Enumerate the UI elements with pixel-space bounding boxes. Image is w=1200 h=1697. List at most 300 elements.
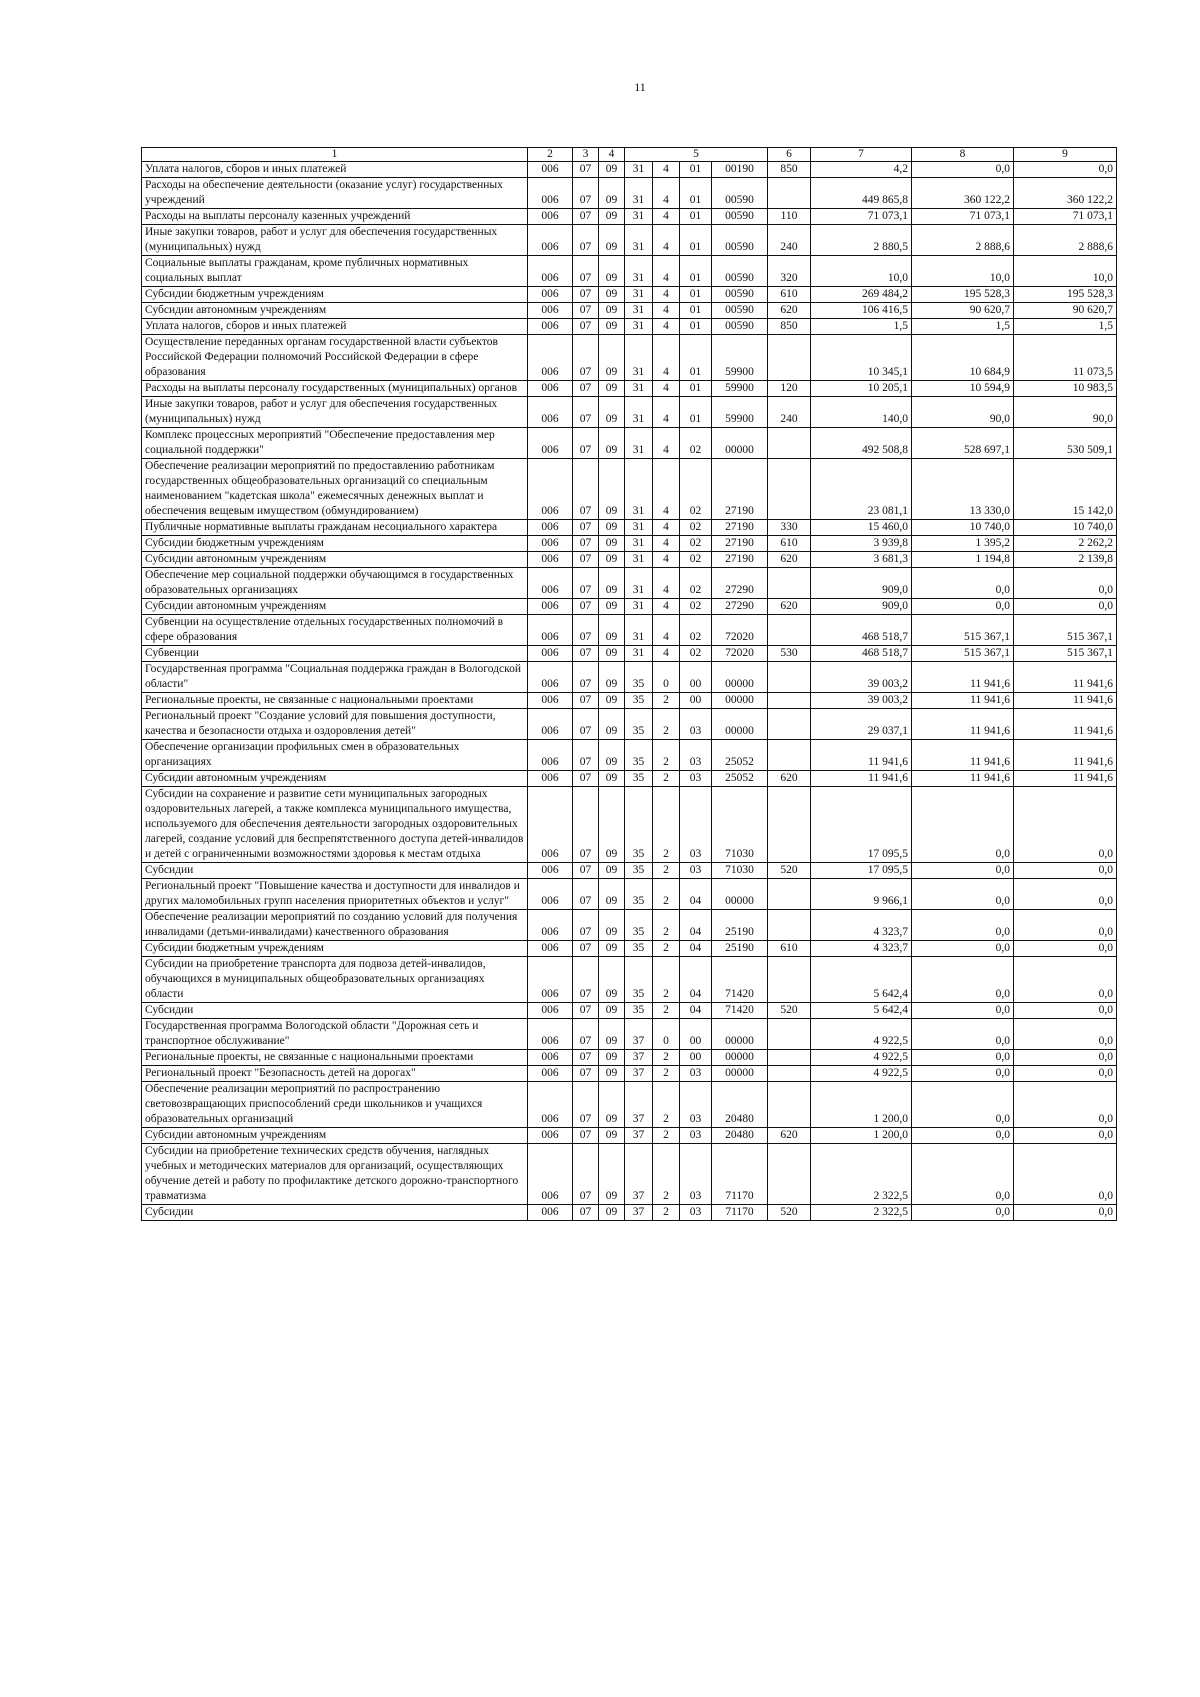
table-row xyxy=(142,662,1117,693)
header-col-5: 5 xyxy=(625,148,768,162)
table-row xyxy=(142,552,1117,568)
row-amount-9: 11 941,6 xyxy=(1014,662,1117,693)
header-col-6: 6 xyxy=(768,148,811,162)
row-ministry-code: 006 xyxy=(528,287,573,303)
row-section-code: 07 xyxy=(573,646,599,662)
row-direction-code: 00590 xyxy=(712,178,768,209)
row-section-code: 07 xyxy=(573,520,599,536)
row-expense-type: 620 xyxy=(768,599,811,615)
row-expense-type: 240 xyxy=(768,397,811,428)
row-expense-type xyxy=(768,709,811,740)
row-amount-9: 515 367,1 xyxy=(1014,646,1117,662)
row-subprogram-code: 4 xyxy=(653,381,680,397)
row-expense-type xyxy=(768,568,811,599)
row-amount-8: 11 941,6 xyxy=(912,709,1014,740)
row-ministry-code: 006 xyxy=(528,787,573,863)
row-ministry-code: 006 xyxy=(528,568,573,599)
page-number: 11 xyxy=(634,80,646,94)
row-subprogram-code: 4 xyxy=(653,397,680,428)
row-expense-type xyxy=(768,787,811,863)
row-amount-7: 2 322,5 xyxy=(811,1205,912,1221)
budget-table xyxy=(141,147,1117,1221)
row-amount-9: 11 941,6 xyxy=(1014,693,1117,709)
row-project-code: 01 xyxy=(680,256,712,287)
row-name: Субсидии автономным учреждениям xyxy=(142,303,528,319)
row-subsection-code: 09 xyxy=(599,1128,625,1144)
row-section-code: 07 xyxy=(573,910,599,941)
row-expense-type: 610 xyxy=(768,536,811,552)
row-ministry-code: 006 xyxy=(528,459,573,520)
row-amount-7: 2 880,5 xyxy=(811,225,912,256)
row-project-code: 02 xyxy=(680,568,712,599)
row-ministry-code: 006 xyxy=(528,662,573,693)
row-amount-9: 0,0 xyxy=(1014,941,1117,957)
row-direction-code: 20480 xyxy=(712,1082,768,1128)
row-subprogram-code: 4 xyxy=(653,552,680,568)
row-ministry-code: 006 xyxy=(528,303,573,319)
header-col-7: 7 xyxy=(811,148,912,162)
row-subprogram-code: 4 xyxy=(653,615,680,646)
row-project-code: 00 xyxy=(680,1050,712,1066)
row-amount-8: 0,0 xyxy=(912,162,1014,178)
table-row xyxy=(142,957,1117,1003)
row-direction-code: 71030 xyxy=(712,863,768,879)
row-project-code: 00 xyxy=(680,662,712,693)
row-program-code: 31 xyxy=(625,225,653,256)
row-direction-code: 00000 xyxy=(712,1019,768,1050)
row-subprogram-code: 2 xyxy=(653,709,680,740)
row-amount-9: 2 888,6 xyxy=(1014,225,1117,256)
row-subsection-code: 09 xyxy=(599,740,625,771)
row-program-code: 37 xyxy=(625,1066,653,1082)
row-section-code: 07 xyxy=(573,536,599,552)
row-amount-8: 10 740,0 xyxy=(912,520,1014,536)
row-direction-code: 27190 xyxy=(712,552,768,568)
row-direction-code: 71420 xyxy=(712,957,768,1003)
row-amount-8: 1,5 xyxy=(912,319,1014,335)
header-col-3: 3 xyxy=(573,148,599,162)
row-subsection-code: 09 xyxy=(599,1003,625,1019)
row-amount-8: 0,0 xyxy=(912,1050,1014,1066)
row-amount-8: 10 594,9 xyxy=(912,381,1014,397)
row-expense-type xyxy=(768,1082,811,1128)
row-ministry-code: 006 xyxy=(528,646,573,662)
row-program-code: 31 xyxy=(625,303,653,319)
row-ministry-code: 006 xyxy=(528,709,573,740)
table-row xyxy=(142,225,1117,256)
row-expense-type: 610 xyxy=(768,287,811,303)
table-row xyxy=(142,568,1117,599)
row-ministry-code: 006 xyxy=(528,536,573,552)
row-ministry-code: 006 xyxy=(528,162,573,178)
row-program-code: 35 xyxy=(625,1003,653,1019)
row-amount-8: 1 194,8 xyxy=(912,552,1014,568)
row-subprogram-code: 0 xyxy=(653,662,680,693)
row-expense-type: 610 xyxy=(768,941,811,957)
row-ministry-code: 006 xyxy=(528,740,573,771)
row-subprogram-code: 4 xyxy=(653,256,680,287)
table-row xyxy=(142,615,1117,646)
row-ministry-code: 006 xyxy=(528,428,573,459)
row-amount-9: 0,0 xyxy=(1014,1066,1117,1082)
row-direction-code: 00590 xyxy=(712,225,768,256)
row-direction-code: 72020 xyxy=(712,615,768,646)
row-subsection-code: 09 xyxy=(599,552,625,568)
row-expense-type: 620 xyxy=(768,303,811,319)
row-subprogram-code: 2 xyxy=(653,693,680,709)
row-expense-type: 240 xyxy=(768,225,811,256)
row-expense-type xyxy=(768,178,811,209)
row-program-code: 35 xyxy=(625,957,653,1003)
row-subprogram-code: 2 xyxy=(653,863,680,879)
row-subprogram-code: 4 xyxy=(653,319,680,335)
row-amount-9: 0,0 xyxy=(1014,1003,1117,1019)
row-expense-type: 850 xyxy=(768,319,811,335)
row-ministry-code: 006 xyxy=(528,1003,573,1019)
row-project-code: 03 xyxy=(680,1128,712,1144)
row-expense-type: 620 xyxy=(768,771,811,787)
row-ministry-code: 006 xyxy=(528,335,573,381)
row-amount-9: 15 142,0 xyxy=(1014,459,1117,520)
table-row xyxy=(142,1066,1117,1082)
row-subprogram-code: 4 xyxy=(653,646,680,662)
row-subsection-code: 09 xyxy=(599,287,625,303)
row-name: Субсидии автономным учреждениям xyxy=(142,599,528,615)
row-amount-8: 0,0 xyxy=(912,1066,1014,1082)
row-ministry-code: 006 xyxy=(528,599,573,615)
row-amount-7: 29 037,1 xyxy=(811,709,912,740)
row-amount-8: 0,0 xyxy=(912,910,1014,941)
row-amount-7: 468 518,7 xyxy=(811,646,912,662)
row-subprogram-code: 4 xyxy=(653,225,680,256)
row-name: Субсидии автономным учреждениям xyxy=(142,552,528,568)
row-amount-8: 11 941,6 xyxy=(912,693,1014,709)
row-amount-9: 0,0 xyxy=(1014,162,1117,178)
row-amount-8: 528 697,1 xyxy=(912,428,1014,459)
table-row xyxy=(142,287,1117,303)
row-name: Субсидии на приобретение технических средств обучения, наглядных учебных и методических материалов для организаций, осуществляющих обучение детей и работу по профилактике детского дорожно-транспортного травматизма xyxy=(142,1144,528,1205)
row-section-code: 07 xyxy=(573,615,599,646)
row-amount-9: 2 139,8 xyxy=(1014,552,1117,568)
row-name: Расходы на обеспечение деятельности (оказание услуг) государственных учреждений xyxy=(142,178,528,209)
row-expense-type: 120 xyxy=(768,381,811,397)
row-subsection-code: 09 xyxy=(599,459,625,520)
row-name: Комплекс процессных мероприятий "Обеспечение предоставления мер социальной поддержки" xyxy=(142,428,528,459)
row-subsection-code: 09 xyxy=(599,1066,625,1082)
table-row xyxy=(142,397,1117,428)
row-program-code: 31 xyxy=(625,256,653,287)
row-subprogram-code: 2 xyxy=(653,1066,680,1082)
row-ministry-code: 006 xyxy=(528,941,573,957)
row-amount-9: 0,0 xyxy=(1014,957,1117,1003)
row-subprogram-code: 4 xyxy=(653,428,680,459)
row-subsection-code: 09 xyxy=(599,771,625,787)
table-row xyxy=(142,693,1117,709)
row-amount-7: 39 003,2 xyxy=(811,693,912,709)
row-program-code: 31 xyxy=(625,568,653,599)
row-section-code: 07 xyxy=(573,1205,599,1221)
row-name: Субсидии автономным учреждениям xyxy=(142,771,528,787)
row-amount-7: 3 939,8 xyxy=(811,536,912,552)
row-expense-type xyxy=(768,1050,811,1066)
row-subprogram-code: 2 xyxy=(653,1205,680,1221)
row-amount-7: 909,0 xyxy=(811,599,912,615)
row-amount-8: 0,0 xyxy=(912,568,1014,599)
row-subprogram-code: 4 xyxy=(653,178,680,209)
row-direction-code: 00000 xyxy=(712,428,768,459)
row-project-code: 02 xyxy=(680,536,712,552)
header-col-9: 9 xyxy=(1014,148,1117,162)
row-project-code: 01 xyxy=(680,162,712,178)
row-ministry-code: 006 xyxy=(528,178,573,209)
row-amount-8: 2 888,6 xyxy=(912,225,1014,256)
row-amount-9: 0,0 xyxy=(1014,1128,1117,1144)
row-expense-type xyxy=(768,662,811,693)
row-amount-9: 0,0 xyxy=(1014,1205,1117,1221)
row-project-code: 02 xyxy=(680,459,712,520)
row-expense-type: 330 xyxy=(768,520,811,536)
row-ministry-code: 006 xyxy=(528,1050,573,1066)
table-row xyxy=(142,1019,1117,1050)
table-row xyxy=(142,178,1117,209)
row-section-code: 07 xyxy=(573,771,599,787)
row-name: Субсидии автономным учреждениям xyxy=(142,1128,528,1144)
row-subprogram-code: 2 xyxy=(653,1050,680,1066)
row-ministry-code: 006 xyxy=(528,863,573,879)
row-name: Субсидии xyxy=(142,1003,528,1019)
row-program-code: 35 xyxy=(625,863,653,879)
row-section-code: 07 xyxy=(573,256,599,287)
row-amount-9: 11 941,6 xyxy=(1014,771,1117,787)
row-expense-type: 110 xyxy=(768,209,811,225)
row-amount-9: 11 941,6 xyxy=(1014,740,1117,771)
row-name: Субсидии бюджетным учреждениям xyxy=(142,941,528,957)
row-ministry-code: 006 xyxy=(528,256,573,287)
row-direction-code: 27190 xyxy=(712,520,768,536)
row-section-code: 07 xyxy=(573,1050,599,1066)
row-direction-code: 00590 xyxy=(712,256,768,287)
row-amount-7: 9 966,1 xyxy=(811,879,912,910)
row-subsection-code: 09 xyxy=(599,1019,625,1050)
row-direction-code: 71420 xyxy=(712,1003,768,1019)
row-project-code: 03 xyxy=(680,863,712,879)
row-section-code: 07 xyxy=(573,1128,599,1144)
row-project-code: 03 xyxy=(680,771,712,787)
row-direction-code: 72020 xyxy=(712,646,768,662)
row-subprogram-code: 4 xyxy=(653,209,680,225)
row-name: Расходы на выплаты персоналу государственных (муниципальных) органов xyxy=(142,381,528,397)
table-body xyxy=(142,162,1117,1221)
row-name: Обеспечение мер социальной поддержки обучающимся в государственных образовательных организациях xyxy=(142,568,528,599)
row-section-code: 07 xyxy=(573,319,599,335)
row-subsection-code: 09 xyxy=(599,1050,625,1066)
row-direction-code: 00590 xyxy=(712,319,768,335)
row-program-code: 37 xyxy=(625,1050,653,1066)
row-expense-type: 620 xyxy=(768,1128,811,1144)
row-amount-9: 10,0 xyxy=(1014,256,1117,287)
row-amount-8: 0,0 xyxy=(912,879,1014,910)
row-name: Региональный проект "Безопасность детей на дорогах" xyxy=(142,1066,528,1082)
row-amount-8: 0,0 xyxy=(912,863,1014,879)
row-amount-8: 10 684,9 xyxy=(912,335,1014,381)
row-section-code: 07 xyxy=(573,162,599,178)
row-project-code: 02 xyxy=(680,615,712,646)
row-name: Субсидии xyxy=(142,1205,528,1221)
row-ministry-code: 006 xyxy=(528,225,573,256)
row-subprogram-code: 2 xyxy=(653,879,680,910)
table-row xyxy=(142,1082,1117,1128)
row-project-code: 04 xyxy=(680,957,712,1003)
row-amount-7: 449 865,8 xyxy=(811,178,912,209)
row-name: Уплата налогов, сборов и иных платежей xyxy=(142,319,528,335)
table-row xyxy=(142,536,1117,552)
table-row xyxy=(142,879,1117,910)
header-col-1: 1 xyxy=(142,148,528,162)
row-project-code: 01 xyxy=(680,335,712,381)
row-section-code: 07 xyxy=(573,428,599,459)
header-col-4: 4 xyxy=(599,148,625,162)
row-program-code: 31 xyxy=(625,459,653,520)
row-section-code: 07 xyxy=(573,381,599,397)
row-amount-8: 0,0 xyxy=(912,1019,1014,1050)
row-subprogram-code: 2 xyxy=(653,787,680,863)
row-expense-type: 850 xyxy=(768,162,811,178)
row-program-code: 31 xyxy=(625,599,653,615)
row-subprogram-code: 2 xyxy=(653,910,680,941)
row-section-code: 07 xyxy=(573,599,599,615)
row-subsection-code: 09 xyxy=(599,536,625,552)
row-subprogram-code: 2 xyxy=(653,740,680,771)
row-subsection-code: 09 xyxy=(599,568,625,599)
row-amount-8: 90 620,7 xyxy=(912,303,1014,319)
row-program-code: 31 xyxy=(625,646,653,662)
row-section-code: 07 xyxy=(573,1066,599,1082)
row-amount-9: 1,5 xyxy=(1014,319,1117,335)
row-name: Обеспечение реализации мероприятий по предоставлению работникам государственных общеобразовательных организаций со специальным наименованием "кадетская школа" ежемесячных денежных выплат и обеспечения вещевым имуществом (обмундированием) xyxy=(142,459,528,520)
row-section-code: 07 xyxy=(573,709,599,740)
table-row xyxy=(142,335,1117,381)
row-expense-type xyxy=(768,879,811,910)
row-expense-type: 520 xyxy=(768,863,811,879)
row-program-code: 31 xyxy=(625,209,653,225)
row-ministry-code: 006 xyxy=(528,910,573,941)
row-direction-code: 27190 xyxy=(712,536,768,552)
row-subsection-code: 09 xyxy=(599,910,625,941)
row-expense-type: 520 xyxy=(768,1205,811,1221)
row-program-code: 37 xyxy=(625,1144,653,1205)
row-expense-type xyxy=(768,910,811,941)
row-direction-code: 20480 xyxy=(712,1128,768,1144)
row-subprogram-code: 4 xyxy=(653,599,680,615)
row-amount-9: 0,0 xyxy=(1014,1144,1117,1205)
row-direction-code: 71030 xyxy=(712,787,768,863)
row-section-code: 07 xyxy=(573,303,599,319)
row-program-code: 35 xyxy=(625,709,653,740)
row-ministry-code: 006 xyxy=(528,1066,573,1082)
row-amount-9: 10 983,5 xyxy=(1014,381,1117,397)
row-ministry-code: 006 xyxy=(528,552,573,568)
row-subsection-code: 09 xyxy=(599,256,625,287)
table-row xyxy=(142,1003,1117,1019)
row-project-code: 01 xyxy=(680,303,712,319)
row-amount-9: 90 620,7 xyxy=(1014,303,1117,319)
row-expense-type xyxy=(768,740,811,771)
row-program-code: 37 xyxy=(625,1128,653,1144)
row-ministry-code: 006 xyxy=(528,957,573,1003)
row-amount-7: 1,5 xyxy=(811,319,912,335)
row-expense-type xyxy=(768,615,811,646)
table-row xyxy=(142,381,1117,397)
row-amount-8: 0,0 xyxy=(912,1003,1014,1019)
row-ministry-code: 006 xyxy=(528,397,573,428)
row-section-code: 07 xyxy=(573,287,599,303)
row-amount-9: 0,0 xyxy=(1014,1019,1117,1050)
row-project-code: 04 xyxy=(680,879,712,910)
row-project-code: 01 xyxy=(680,209,712,225)
row-expense-type xyxy=(768,957,811,1003)
row-subprogram-code: 2 xyxy=(653,1003,680,1019)
row-amount-7: 909,0 xyxy=(811,568,912,599)
row-subprogram-code: 4 xyxy=(653,303,680,319)
row-amount-9: 0,0 xyxy=(1014,1082,1117,1128)
row-amount-7: 5 642,4 xyxy=(811,957,912,1003)
row-name: Обеспечение реализации мероприятий по созданию условий для получения инвалидами (детьми-инвалидами) качественного образования xyxy=(142,910,528,941)
row-ministry-code: 006 xyxy=(528,615,573,646)
table-row xyxy=(142,303,1117,319)
row-subprogram-code: 2 xyxy=(653,957,680,1003)
row-project-code: 04 xyxy=(680,1003,712,1019)
row-ministry-code: 006 xyxy=(528,1128,573,1144)
row-subsection-code: 09 xyxy=(599,662,625,693)
row-amount-8: 0,0 xyxy=(912,1205,1014,1221)
row-amount-7: 15 460,0 xyxy=(811,520,912,536)
row-section-code: 07 xyxy=(573,693,599,709)
row-expense-type: 530 xyxy=(768,646,811,662)
table-row xyxy=(142,709,1117,740)
table-row xyxy=(142,162,1117,178)
row-section-code: 07 xyxy=(573,209,599,225)
row-project-code: 02 xyxy=(680,646,712,662)
row-subsection-code: 09 xyxy=(599,225,625,256)
row-amount-8: 0,0 xyxy=(912,1128,1014,1144)
row-name: Публичные нормативные выплаты гражданам несоциального характера xyxy=(142,520,528,536)
row-ministry-code: 006 xyxy=(528,771,573,787)
row-expense-type xyxy=(768,1019,811,1050)
row-expense-type: 620 xyxy=(768,552,811,568)
row-amount-7: 39 003,2 xyxy=(811,662,912,693)
row-ministry-code: 006 xyxy=(528,209,573,225)
row-ministry-code: 006 xyxy=(528,1144,573,1205)
row-amount-9: 0,0 xyxy=(1014,910,1117,941)
row-direction-code: 27290 xyxy=(712,568,768,599)
row-name: Региональные проекты, не связанные с национальными проектами xyxy=(142,693,528,709)
row-subsection-code: 09 xyxy=(599,428,625,459)
row-direction-code: 00190 xyxy=(712,162,768,178)
row-amount-7: 4,2 xyxy=(811,162,912,178)
row-amount-7: 3 681,3 xyxy=(811,552,912,568)
row-name: Субсидии бюджетным учреждениям xyxy=(142,287,528,303)
row-amount-8: 0,0 xyxy=(912,1144,1014,1205)
row-amount-8: 90,0 xyxy=(912,397,1014,428)
row-amount-7: 492 508,8 xyxy=(811,428,912,459)
table-row xyxy=(142,1205,1117,1221)
row-amount-9: 2 262,2 xyxy=(1014,536,1117,552)
row-amount-9: 71 073,1 xyxy=(1014,209,1117,225)
table-row xyxy=(142,910,1117,941)
table-row xyxy=(142,771,1117,787)
header-row xyxy=(142,148,1117,162)
row-amount-8: 360 122,2 xyxy=(912,178,1014,209)
